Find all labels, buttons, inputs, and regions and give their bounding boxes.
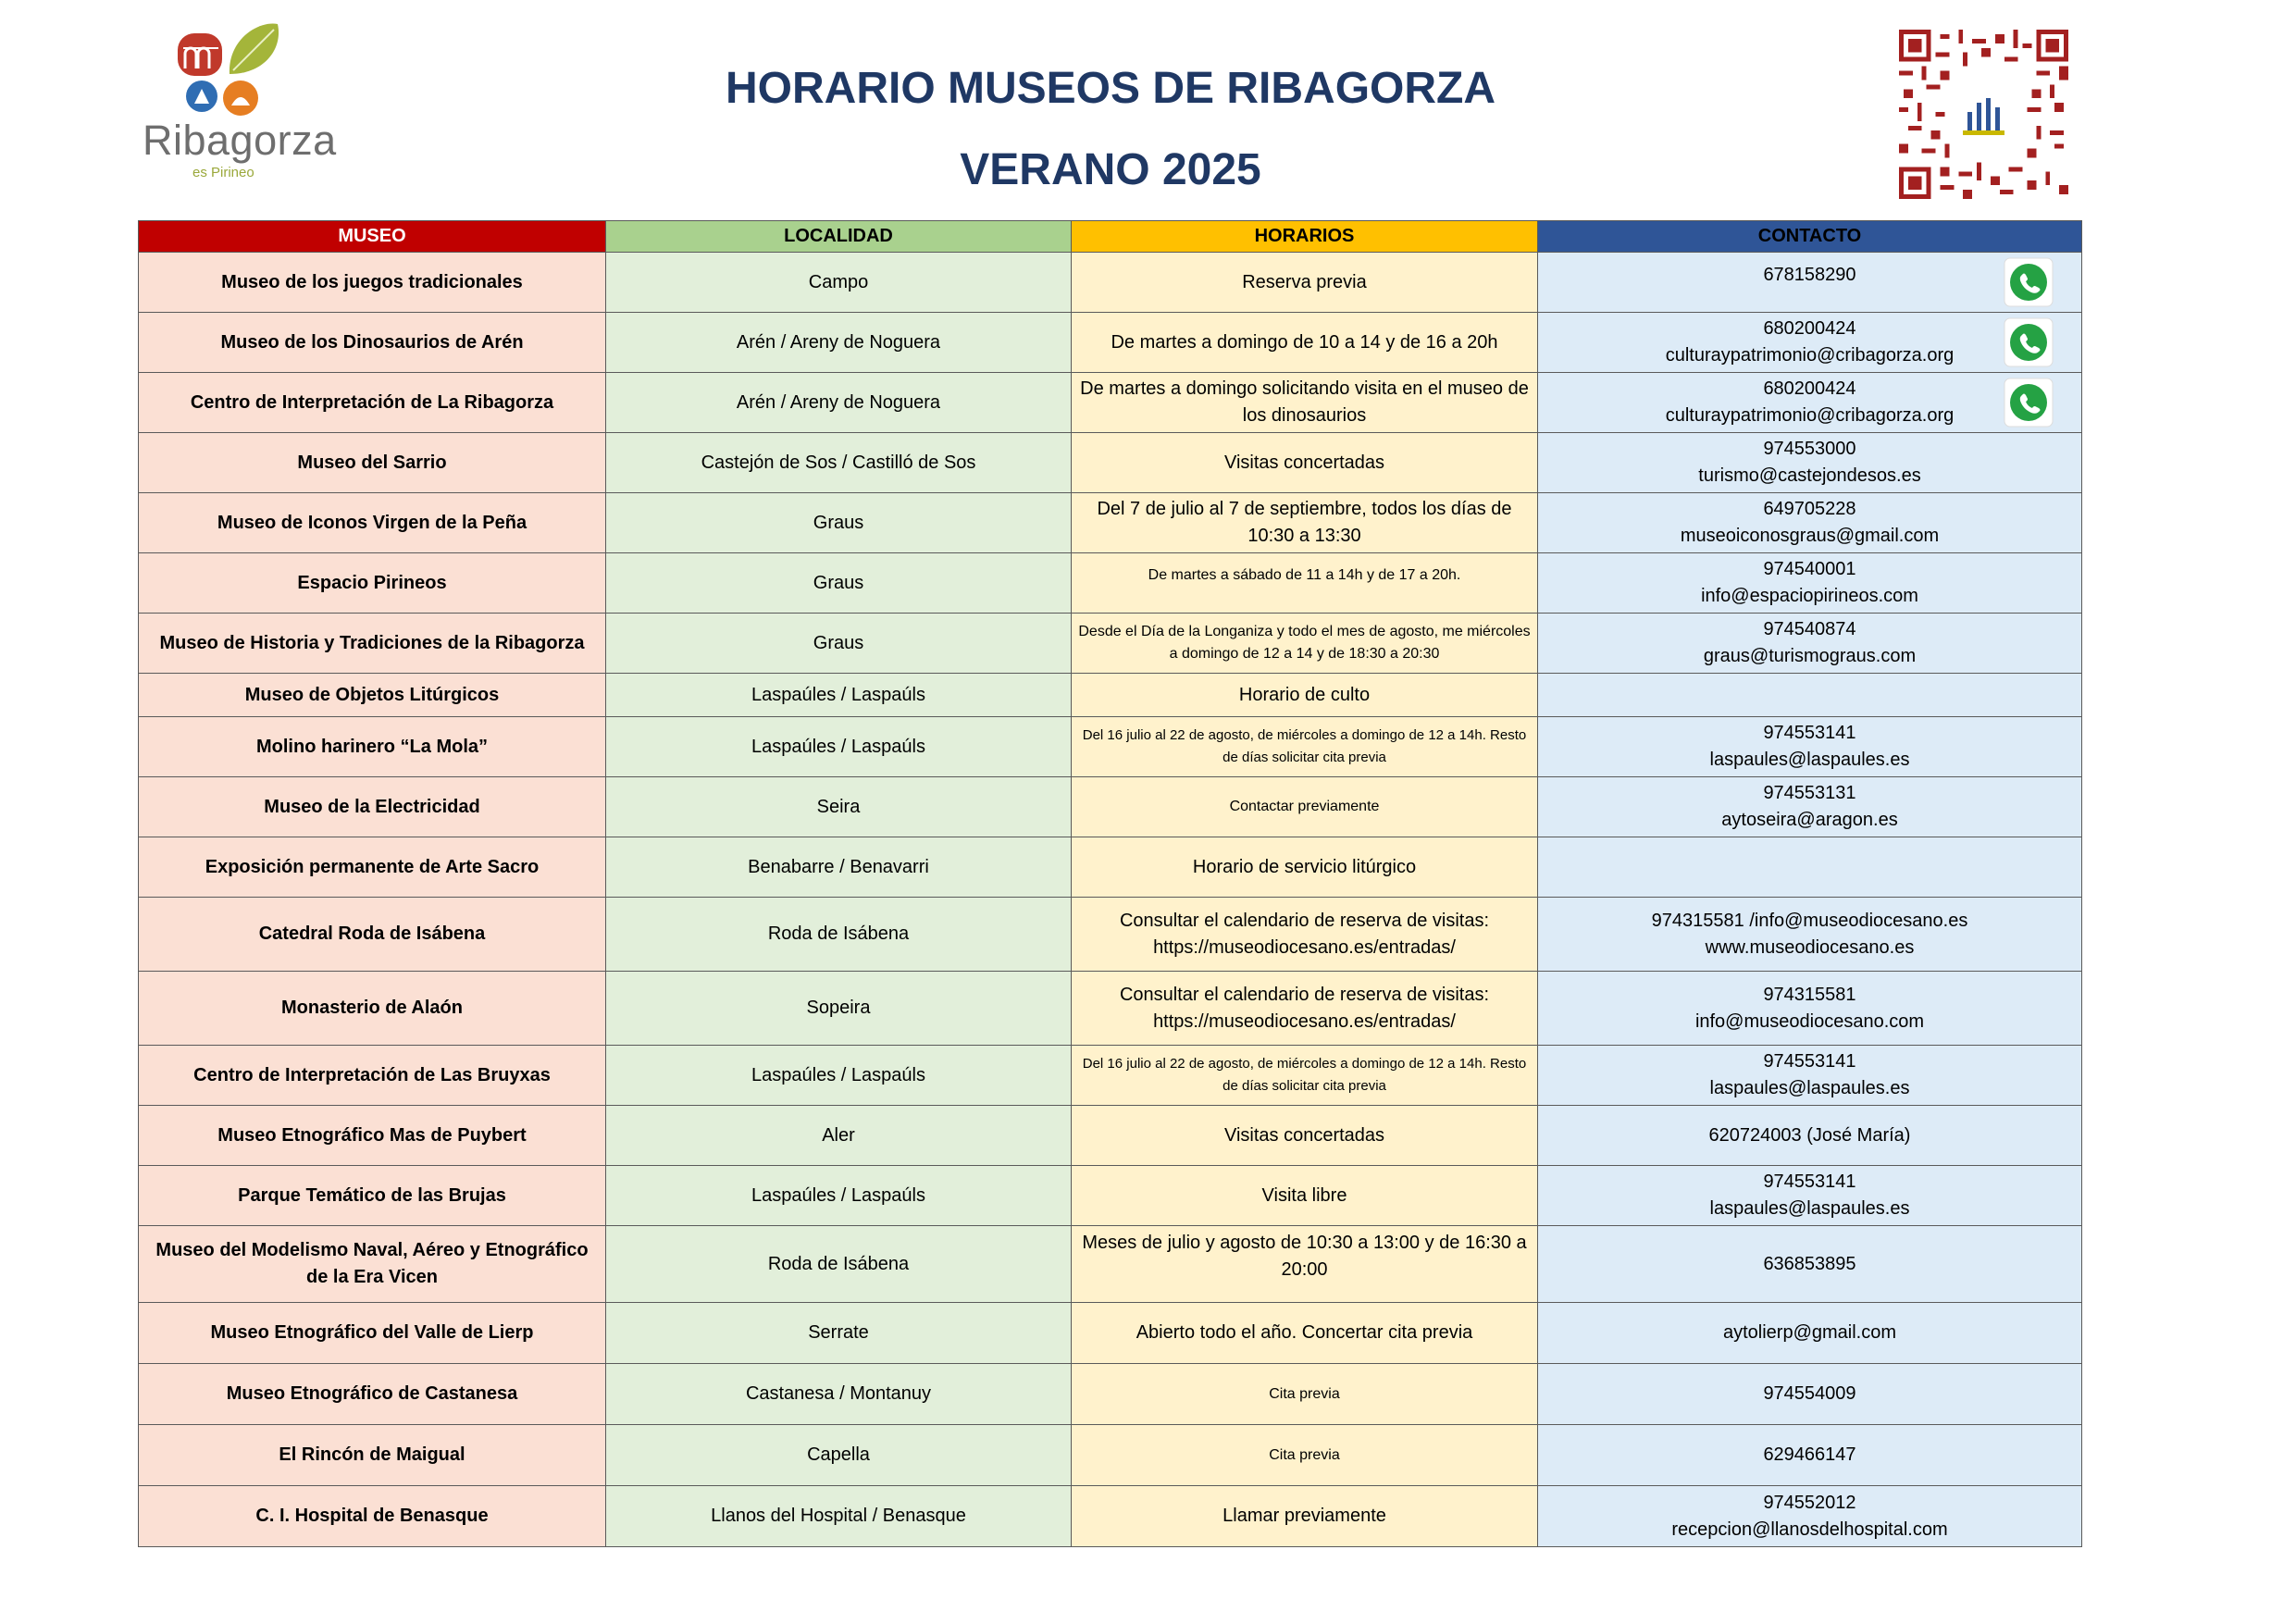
horario-cell: Desde el Día de la Longaniza y todo el mes de agosto, me miércoles a domingo de 12 a 14 y de 18:30 a 20:30 [1072,614,1538,674]
localidad-cell: Seira [606,777,1072,837]
horario-cell: Horario de culto [1072,674,1538,717]
localidad-cell: Castanesa / Montanuy [606,1364,1072,1425]
table-row [139,1425,2082,1486]
contacto-cell [1538,553,2082,614]
horario-cell: Del 7 de julio al 7 de septiembre, todos los días de 10:30 a 13:30 [1072,493,1538,553]
brand-name: Ribagorza [143,117,337,164]
header-localidad: LOCALIDAD [606,221,1072,253]
horario-cell: Del 16 julio al 22 de agosto, de miércoles a domingo de 12 a 14h. Resto de días solicitar cita previa [1072,1046,1538,1106]
horario-cell: De martes a domingo de 10 a 14 y de 16 a 20h [1072,313,1538,373]
localidad-cell: Graus [606,493,1072,553]
localidad-cell: Laspaúles / Laspaúls [606,674,1072,717]
contact-phone[interactable]: 974554009 [1763,1383,1856,1404]
museo-cell: Catedral Roda de Isábena [139,898,606,972]
contact-phone[interactable]: 974553131 [1763,783,1856,803]
header-museo: MUSEO [139,221,606,253]
contact-phone[interactable]: 680200424 [1763,378,1856,399]
contact-phone[interactable]: 629466147 [1763,1444,1856,1465]
contacto-cell [1538,253,2082,313]
contacto-cell [1538,493,2082,553]
contacto-cell [1538,674,2082,717]
museo-cell: Monasterio de Alaón [139,972,606,1046]
horario-cell [1072,1226,1538,1303]
table-row [139,898,2082,972]
contact-email[interactable]: laspaules@laspaules.es [1709,750,1910,770]
museo-cell: Museo Etnográfico Mas de Puybert [139,1106,606,1166]
whatsapp-icon[interactable] [2004,378,2054,428]
museo-cell: Centro de Interpretación de Las Bruyxas [139,1046,606,1106]
table-row [139,1226,2082,1303]
contacto-cell [1538,373,2082,433]
table-row [139,614,2082,674]
museo-cell: Espacio Pirineos [139,553,606,614]
contacto-cell [1538,837,2082,898]
localidad-cell: Castejón de Sos / Castilló de Sos [606,433,1072,493]
contact-phone[interactable]: 974540001 [1763,559,1856,579]
horario-text: De martes a sábado de 11 a 14h y de 17 a 20h. [1148,567,1461,583]
horario-cell: Reserva previa [1072,253,1538,313]
horario-cell: Visitas concertadas [1072,1106,1538,1166]
contact-phone[interactable]: 974553141 [1763,723,1856,743]
page-title: HORARIO MUSEOS DE RIBAGORZA [725,64,1496,113]
localidad-cell: Llanos del Hospital / Benasque [606,1486,1072,1547]
horario-cell: Visita libre [1072,1166,1538,1226]
localidad-cell: Graus [606,614,1072,674]
museo-cell: Museo de Historia y Tradiciones de la Ribagorza [139,614,606,674]
localidad-cell: Aler [606,1106,1072,1166]
contacto-cell [1538,1425,2082,1486]
table-row [139,253,2082,313]
museo-cell: Centro de Interpretación de La Ribagorza [139,373,606,433]
whatsapp-icon[interactable] [2004,317,2054,367]
contact-phone[interactable]: 974553000 [1763,439,1856,459]
table-row [139,1486,2082,1547]
horario-cell: Contactar previamente [1072,777,1538,837]
page-subtitle: VERANO 2025 [960,145,1261,194]
localidad-cell: Graus [606,553,1072,614]
contact-phone[interactable]: 974552012 [1763,1492,1856,1513]
contacto-cell [1538,1486,2082,1547]
horario-cell: Del 16 julio al 22 de agosto, de miércoles a domingo de 12 a 14h. Resto de días solicitar cita previa [1072,717,1538,777]
horario-cell: Abierto todo el año. Concertar cita previa [1072,1303,1538,1364]
contact-phone[interactable]: 678158290 [1763,264,1856,285]
museo-cell: El Rincón de Maigual [139,1425,606,1486]
contact-phone[interactable]: 974553141 [1763,1172,1856,1192]
horario-cell: Horario de servicio litúrgico [1072,837,1538,898]
contact-phone[interactable]: 636853895 [1763,1253,1856,1274]
museo-cell: Museo Etnográfico de Castanesa [139,1364,606,1425]
whatsapp-icon[interactable] [2004,257,2054,307]
contact-email[interactable]: aytoseira@aragon.es [1721,810,1898,830]
header-horarios: HORARIOS [1072,221,1538,253]
museo-cell: Museo de Iconos Virgen de la Peña [139,493,606,553]
localidad-cell: Campo [606,253,1072,313]
horario-cell: De martes a domingo solicitando visita en el museo de los dinosaurios [1072,373,1538,433]
museums-table [138,220,2082,1547]
table-row [139,717,2082,777]
contact-email[interactable]: aytolierp@gmail.com [1722,1322,1897,1343]
horario-cell: Cita previa [1072,1425,1538,1486]
contact-email[interactable]: info@museodiocesano.com [1694,1010,1925,1032]
localidad-cell: Serrate [606,1303,1072,1364]
contacto-cell [1538,433,2082,493]
localidad-cell: Laspaúles / Laspaúls [606,717,1072,777]
contacto-cell [1538,1226,2082,1303]
contacto-cell [1538,972,2082,1046]
museo-cell: Museo de la Electricidad [139,777,606,837]
contact-web[interactable]: www.museodiocesano.es [1705,936,1915,958]
contact-phone[interactable]: 974315581 /info@museodiocesano.es [1651,910,1968,931]
localidad-cell: Arén / Areny de Noguera [606,373,1072,433]
contact-email[interactable]: recepcion@llanosdelhospital.com [1671,1519,1948,1540]
museo-cell: Museo de los juegos tradicionales [139,253,606,313]
contact-email[interactable]: culturaypatrimonio@cribagorza.org [1665,345,1955,366]
museo-cell: Museo de los Dinosaurios de Arén [139,313,606,373]
brand-tagline: es Pirineo [192,165,254,180]
table-row [139,313,2082,373]
contact-phone[interactable]: 680200424 [1763,318,1856,339]
contact-phone[interactable]: 974553141 [1763,1051,1856,1072]
table-row [139,553,2082,614]
table-row [139,1166,2082,1226]
contact-email[interactable]: museoiconosgraus@gmail.com [1680,526,1940,546]
table-row [139,493,2082,553]
contacto-cell [1538,614,2082,674]
museo-cell: Museo de Objetos Litúrgicos [139,674,606,717]
horario-cell: Visitas concertadas [1072,433,1538,493]
table-header-row [139,221,2082,253]
table-row [139,1364,2082,1425]
contacto-cell [1538,717,2082,777]
localidad-cell: Laspaúles / Laspaúls [606,1166,1072,1226]
localidad-cell: Sopeira [606,972,1072,1046]
museo-cell: Museo Etnográfico del Valle de Lierp [139,1303,606,1364]
contacto-cell [1538,1303,2082,1364]
horario-cell: Cita previa [1072,1364,1538,1425]
contacto-cell [1538,1364,2082,1425]
contacto-cell [1538,898,2082,972]
museo-cell: Exposición permanente de Arte Sacro [139,837,606,898]
horario-cell: Consultar el calendario de reserva de visitas: https://museodiocesano.es/entradas/ [1072,898,1538,972]
contacto-cell [1538,777,2082,837]
horario-cell [1072,553,1538,614]
contact-phone[interactable]: 974315581 [1763,984,1856,1005]
museo-cell: Molino harinero “La Mola” [139,717,606,777]
contact-phone[interactable]: 620724003 (José María) [1708,1124,1911,1146]
table-row [139,1046,2082,1106]
contact-email[interactable]: turismo@castejondesos.es [1698,465,1921,486]
contact-email[interactable]: laspaules@laspaules.es [1709,1078,1910,1098]
museo-cell: Parque Temático de las Brujas [139,1166,606,1226]
table-row [139,1106,2082,1166]
horario-cell: Consultar el calendario de reserva de visitas: https://museodiocesano.es/entradas/ [1072,972,1538,1046]
table-row [139,972,2082,1046]
table-row [139,674,2082,717]
contact-email[interactable]: info@espaciopirineos.com [1701,586,1918,606]
table-row [139,837,2082,898]
table-row [139,1303,2082,1364]
table-row [139,777,2082,837]
horario-cell: Llamar previamente [1072,1486,1538,1547]
localidad-cell: Laspaúles / Laspaúls [606,1046,1072,1106]
contacto-cell [1538,1166,2082,1226]
contacto-cell [1538,1046,2082,1106]
localidad-cell: Arén / Areny de Noguera [606,313,1072,373]
table-row [139,373,2082,433]
museo-cell: Museo del Modelismo Naval, Aéreo y Etnográfico de la Era Vicen [139,1226,606,1303]
contact-phone[interactable]: 974540874 [1763,619,1856,639]
horario-text: Meses de julio y agosto de 10:30 a 13:00 y de 16:30 a 20:00 [1082,1233,1527,1280]
localidad-cell: Benabarre / Benavarri [606,837,1072,898]
contact-email[interactable]: graus@turismograus.com [1703,646,1917,666]
qr-code-icon[interactable] [1899,30,2068,199]
contact-email[interactable]: laspaules@laspaules.es [1709,1198,1910,1219]
contact-phone[interactable]: 649705228 [1763,499,1856,519]
museo-cell: Museo del Sarrio [139,433,606,493]
localidad-cell: Capella [606,1425,1072,1486]
contacto-cell [1538,313,2082,373]
table-row [139,433,2082,493]
contacto-cell [1538,1106,2082,1166]
museo-cell: C. I. Hospital de Benasque [139,1486,606,1547]
localidad-cell: Roda de Isábena [606,898,1072,972]
header-contacto: CONTACTO [1538,221,2082,253]
localidad-cell: Roda de Isábena [606,1226,1072,1303]
contact-email[interactable]: culturaypatrimonio@cribagorza.org [1665,405,1955,426]
